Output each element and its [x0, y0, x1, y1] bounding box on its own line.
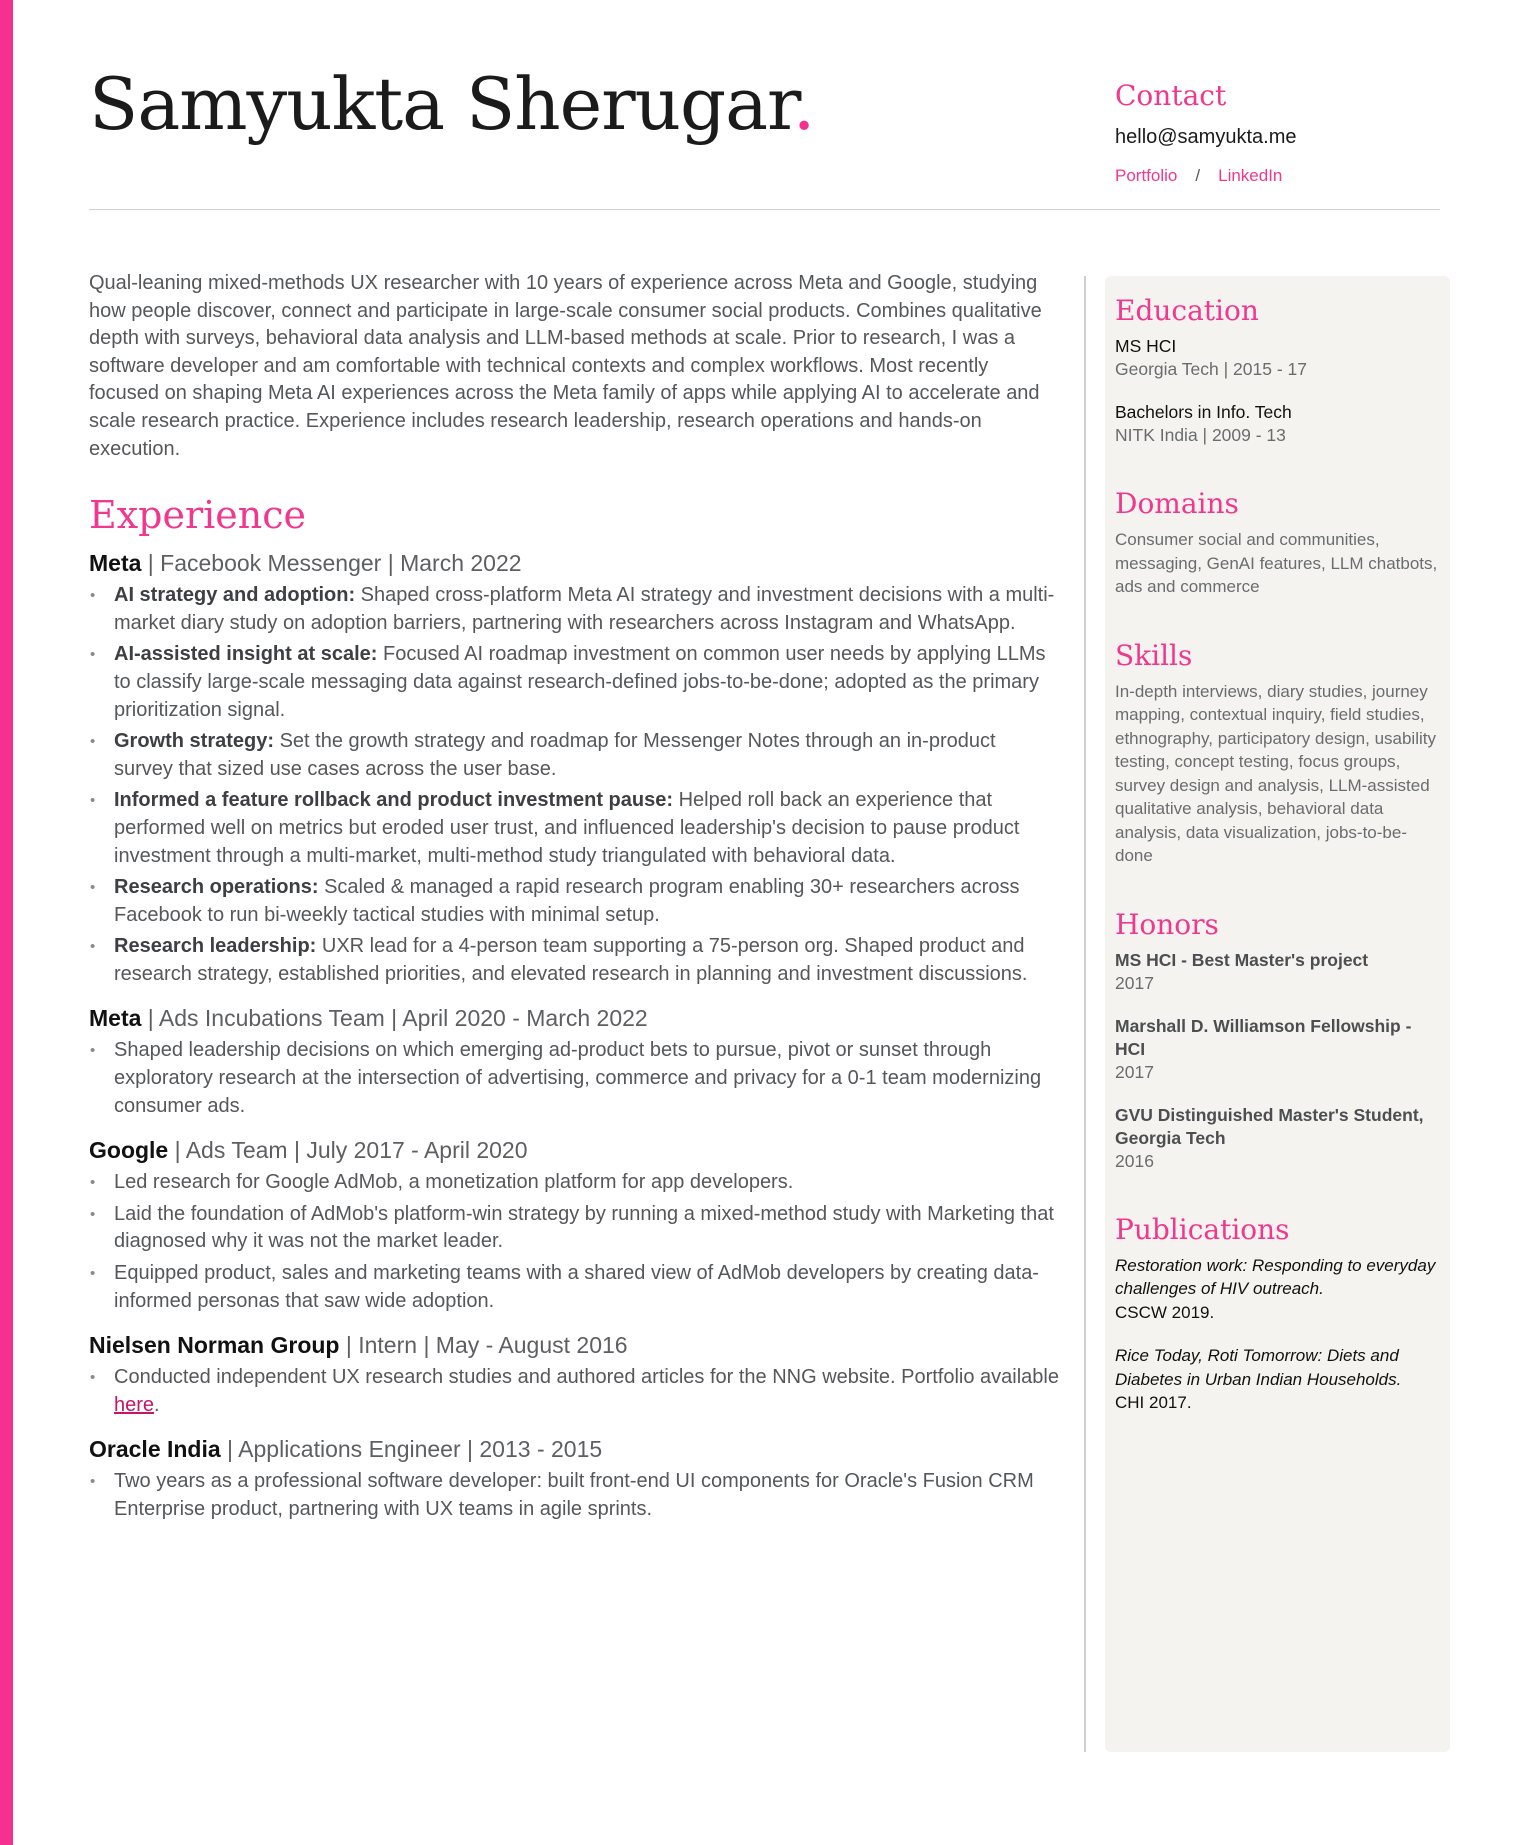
honors-section [1115, 904, 1440, 1173]
bullet-text: UXR lead for a 4-person team supporting a 75-person org. Shaped product and research strategy, established priorities, and elevated research in planning and investment discussions. [114, 935, 1028, 985]
bullet-item [89, 874, 1059, 929]
job-heading [89, 547, 1059, 579]
education-entry [1115, 335, 1440, 381]
job-heading [89, 1134, 1059, 1166]
publication-entry [1115, 1254, 1440, 1325]
bullet-lead: AI strategy and adoption: [114, 584, 356, 607]
contact-links [1115, 164, 1475, 188]
job-details: | Ads Incubations Team | April 2020 - March 2022 [141, 1005, 648, 1032]
contact-heading: Contact [1115, 79, 1227, 112]
job-heading [89, 1433, 1059, 1465]
publication-venue: CSCW 2019. [1115, 1302, 1215, 1322]
company-name: Meta [89, 1005, 142, 1032]
publications-section [1115, 1209, 1440, 1415]
bullet-item [89, 1037, 1059, 1120]
education-entry [1115, 401, 1440, 447]
portfolio-link[interactable]: Portfolio [1115, 166, 1178, 185]
bullet-text: Helped roll back an experience that performed well on metrics but eroded user trust, and influenced leadership's decision to pause product investment through a multi-market, multi-method study triangulated with behavioral data. [114, 789, 1020, 867]
accent-bar [0, 0, 13, 1845]
job-details: | Facebook Messenger | March 2022 [141, 550, 522, 577]
bullet-tail: . [154, 1393, 160, 1416]
degree-details: NITK India | 2009 - 13 [1115, 425, 1286, 445]
honor-title: GVU Distinguished Master's Student, Georgia Tech [1115, 1104, 1424, 1148]
bullet-item [89, 1364, 1059, 1419]
bullet-lead: Growth strategy: [114, 730, 275, 753]
bullet-text: Set the growth strategy and roadmap for Messenger Notes through an in-product survey that sized use cases across the user base. [114, 730, 996, 780]
education-section [1115, 290, 1440, 447]
bullet-text: Led research for Google AdMob, a monetization platform for app developers. [114, 1171, 794, 1194]
bullet-item [89, 728, 1059, 783]
contact-block [1115, 76, 1475, 188]
bullet-item [89, 582, 1059, 637]
job-heading [89, 1329, 1059, 1361]
company-name: Meta [89, 550, 142, 577]
job-entry [89, 1433, 1059, 1523]
job-details: | Ads Team | July 2017 - April 2020 [168, 1137, 528, 1164]
honor-entry [1115, 1015, 1440, 1084]
company-name: Google [89, 1137, 169, 1164]
degree-title: MS HCI [1115, 336, 1177, 356]
name-text: Samyukta Sherugar [89, 62, 793, 146]
publication-venue: CHI 2017. [1115, 1393, 1192, 1412]
honors-heading: Honors [1115, 907, 1219, 941]
publication-title: Restoration work: Responding to everyday challenges of HIV outreach. [1115, 1255, 1436, 1298]
bullet-text: Laid the foundation of AdMob's platform-win strategy by running a mixed-method study with Marketing that diagnosed why it was not the market leader. [114, 1202, 1054, 1253]
honor-title: MS HCI - Best Master's project [1115, 949, 1369, 970]
bullet-text: Equipped product, sales and marketing teams with a shared view of AdMob developers by creating data-informed personas that saw wide adoption. [114, 1262, 1039, 1312]
publications-heading: Publications [1115, 1212, 1290, 1246]
education-heading: Education [1115, 294, 1259, 327]
experience-heading: Experience [89, 493, 307, 538]
job-entry [89, 547, 1059, 988]
job-heading [89, 1002, 1059, 1034]
main-column [89, 270, 1059, 1538]
publication-title: Rice Today, Roti Tomorrow: Diets and Diabetes in Urban Indian Households. [1115, 1346, 1402, 1389]
header-divider [89, 209, 1440, 210]
publication-entry [1115, 1344, 1440, 1415]
job-entry [89, 1002, 1059, 1120]
job-entry [89, 1134, 1059, 1315]
bullet-lead: Research operations: [114, 876, 319, 899]
candidate-name [89, 62, 814, 146]
bullet-text: Shaped leadership decisions on which emerging ad-product bets to pursue, pivot or sunset through exploratory research at the intersection of advertising, commerce and privacy for a 0-1 team modernizing consumer ads. [114, 1039, 1042, 1117]
bullet-list [89, 1364, 1059, 1419]
email-address[interactable]: hello@samyukta.me [1115, 126, 1297, 148]
bullet-text: Scaled & managed a rapid research program enabling 30+ researchers across Facebook to run bi-weekly tactical studies with minimal setup. [114, 876, 1020, 926]
bullet-item [89, 933, 1059, 988]
column-divider [1084, 276, 1086, 1752]
domains-heading: Domains [1115, 487, 1239, 520]
bullet-list [89, 1169, 1059, 1315]
domains-text: Consumer social and communities, messaging, GenAI features, LLM chatbots, ads and commerce [1115, 530, 1438, 596]
skills-section [1115, 635, 1440, 868]
sidebar [1105, 276, 1450, 1752]
bullet-text: Conducted independent UX research studies and authored articles for the NNG website. Portfolio available [114, 1366, 1059, 1389]
bullet-text: Shaped cross-platform Meta AI strategy and investment decisions with a multi-market diary study on adoption barriers, partnering with researchers across Instagram and WhatsApp. [114, 584, 1055, 634]
job-details: | Intern | May - August 2016 [339, 1332, 628, 1359]
bullet-list [89, 582, 1059, 988]
linkedin-link[interactable]: LinkedIn [1218, 166, 1283, 185]
portfolio-here-link[interactable]: here [114, 1393, 155, 1416]
bullet-item [89, 1468, 1059, 1523]
bullet-text: Focused AI roadmap investment on common user needs by applying LLMs to classify large-scale messaging data against research-defined jobs-to-be-done; adopted as the primary prioritization signal. [114, 643, 1046, 721]
bullet-lead: Informed a feature rollback and product investment pause: [114, 789, 674, 812]
domains-section [1115, 483, 1440, 599]
skills-heading: Skills [1115, 638, 1193, 672]
honor-entry [1115, 949, 1440, 995]
bullet-list [89, 1468, 1059, 1523]
summary-paragraph: Qual-leaning mixed-methods UX researcher with 10 years of experience across Meta and Google, studying how people discover, connect and participate in large-scale consumer social products. Combines qualitative depth with surveys, behavioral data analysis and LLM-based methods at scale. Prior to research, I was a software developer and am comfortable with technical contexts and complex workflows. Most recently focused on shaping Meta AI experiences across the Meta family of apps while applying AI to accelerate and scale research practice. Experience includes research leadership, research operations and hands-on execution. [89, 272, 1042, 460]
bullet-item [89, 1169, 1059, 1197]
bullet-text: Two years as a professional software developer: built front-end UI components for Oracle's Fusion CRM Enterprise product, partnering with UX teams in agile sprints. [114, 1470, 1034, 1520]
skills-text: In-depth interviews, diary studies, journey mapping, contextual inquiry, field studies, ethnography, participatory design, usability testing, concept testing, focus groups, survey design and analysis, LLM-assisted qualitative analysis, behavioral data analysis, data visualization, jobs-to-be-done [1115, 681, 1436, 865]
company-name: Oracle India [89, 1436, 221, 1463]
degree-details: Georgia Tech | 2015 - 17 [1115, 359, 1307, 379]
experience-list [89, 547, 1059, 1523]
bullet-lead: AI-assisted insight at scale: [114, 643, 378, 666]
honor-year: 2016 [1115, 1150, 1154, 1171]
bullet-lead: Research leadership: [114, 935, 317, 958]
name-dot: . [792, 62, 815, 146]
bullet-item [89, 1260, 1059, 1315]
honor-entry [1115, 1104, 1440, 1173]
bullet-item [89, 1201, 1059, 1256]
honor-year: 2017 [1115, 1061, 1154, 1082]
bullet-list [89, 1037, 1059, 1120]
job-details: | Applications Engineer | 2013 - 2015 [220, 1436, 603, 1463]
bullet-item [89, 641, 1059, 724]
link-separator: / [1195, 166, 1201, 185]
bullet-item [89, 787, 1059, 870]
job-entry [89, 1329, 1059, 1419]
honor-year: 2017 [1115, 972, 1154, 993]
degree-title: Bachelors in Info. Tech [1115, 402, 1292, 422]
company-name: Nielsen Norman Group [89, 1332, 340, 1359]
honor-title: Marshall D. Williamson Fellowship - HCI [1115, 1015, 1412, 1059]
